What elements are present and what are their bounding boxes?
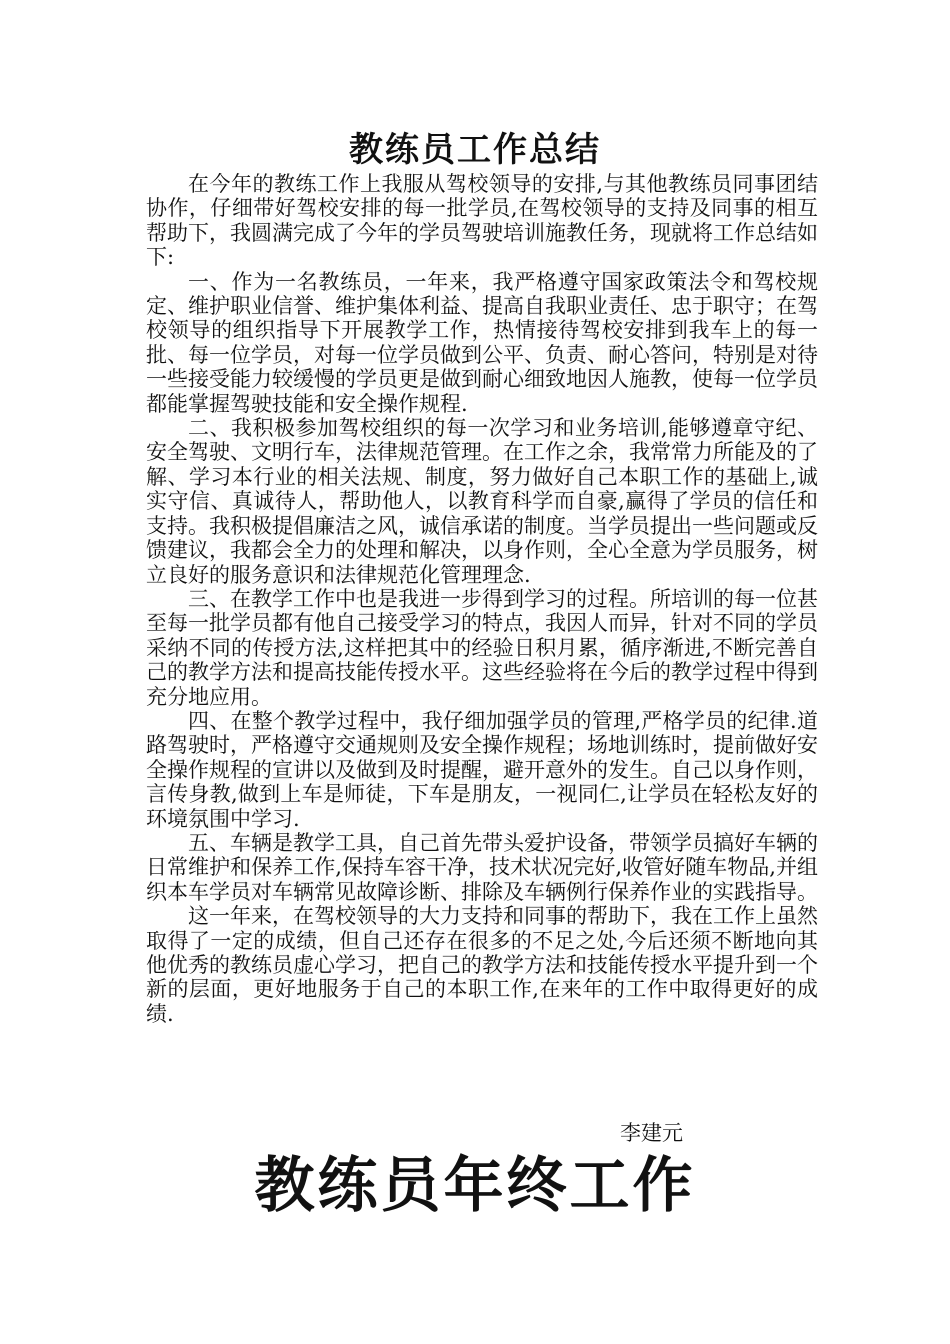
next-section-heading: 教练员年终工作 — [254, 1151, 696, 1221]
paragraph-4: 四、在整个教学过程中，我仔细加强学员的管理,严格学员的纪律.道路驾驶时，严格遵守交通规则及安全操作规程；场地训练时，提前做好安全操作规程的宣讲以及做到及时提醒，避开意外的发生。自己以身作则，言传身教,做到上车是师徒，下车是朋友，一视同仁,让学员在轻松友好的环境氛围中学习. — [146, 708, 818, 831]
paragraph-2: 二、我积极参加驾校组织的每一次学习和业务培训,能够遵章守纪、安全驾驶、文明行车，法律规范管理。在工作之余，我常常力所能及的了解、学习本行业的相关法规、制度，努力做好自己本职工作的基础上,诚实守信、真诚待人，帮助他人，以教育科学而自豪,赢得了学员的信任和支持。我积极提倡廉洁之风，诚信承诺的制度。当学员提出一些问题或反馈建议，我都会全力的处理和解决，以身作则，全心全意为学员服务，树立良好的服务意识和法律规范化管理理念. — [146, 416, 818, 587]
document-title: 教练员工作总结 — [349, 130, 601, 170]
signature-name: 李建元 — [620, 1121, 683, 1145]
paragraph-intro: 在今年的教练工作上我服从驾校领导的安排,与其他教练员同事团结协作，仔细带好驾校安排的每一批学员,在驾校领导的支持及同事的相互帮助下，我圆满完成了今年的学员驾驶培训施教任务，现就将工作总结如下: — [146, 172, 818, 270]
paragraph-3: 三、在教学工作中也是我进一步得到学习的过程。所培训的每一位甚至每一批学员都有他自己接受学习的特点，我因人而异，针对不同的学员采纳不同的传授方法,这样把其中的经验日积月累，循序渐进,不断完善自己的教学方法和提高技能传授水平。这些经验将在今后的教学过程中得到充分地应用。 — [146, 586, 818, 709]
paragraph-conclusion: 这一年来，在驾校领导的大力支持和同事的帮助下，我在工作上虽然取得了一定的成绩，但自己还存在很多的不足之处,今后还须不断地向其他优秀的教练员虚心学习，把自己的教学方法和技能传授水平提升到一个新的层面，更好地服务于自己的本职工作,在来年的工作中取得更好的成绩. — [146, 904, 818, 1026]
paragraph-1: 一、作为一名教练员，一年来，我严格遵守国家政策法令和驾校规定、维护职业信誉、维护集体利益、提高自我职业责任、忠于职守；在驾校领导的组织指导下开展教学工作，热情接待驾校安排到我车上的每一批、每一位学员，对每一位学员做到公平、负责、耐心答问，特别是对待一些接受能力较缓慢的学员更是做到耐心细致地因人施教，使每一位学员都能掌握驾驶技能和安全操作规程. — [146, 269, 818, 416]
document-body — [146, 172, 818, 1026]
paragraph-5: 五、车辆是教学工具，自己首先带头爱护设备，带领学员搞好车辆的日常维护和保养工作,保持车容干净，技术状况完好,收管好随车物品,并组织本车学员对车辆常见故障诊断、排除及车辆例行保养作业的实践指导。 — [146, 830, 818, 904]
